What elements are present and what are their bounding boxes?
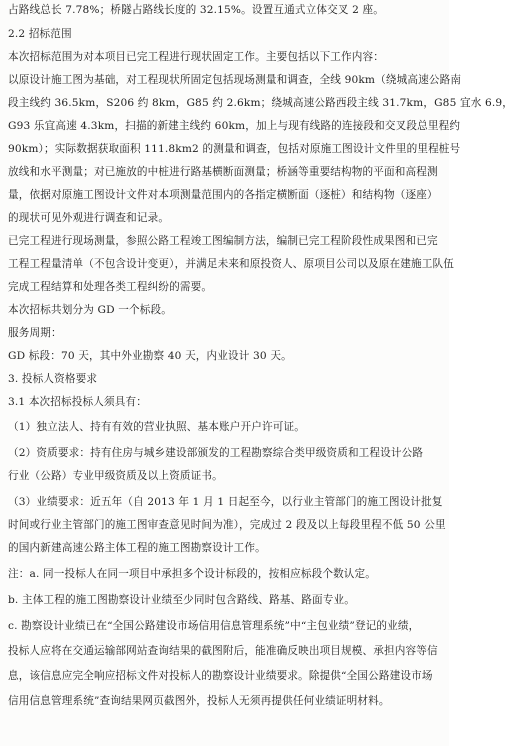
text-line: 注：a. 同一投标人在同一项目中承担多个设计标段的，按相应标段个数认定。 <box>8 568 377 580</box>
text-line: c. 勘察设计业绩已在“全国公路建设市场信用信息管理系统”中“主包业绩”登记的业绩， <box>8 620 420 632</box>
text-line: 本次招标范围为对本项目已完工程进行现状固定工作。主要包括以下工作内容： <box>8 51 385 63</box>
text-line: 已完工程进行现场测量，参照公路工程竣工图编制方法，编制已完工程阶段性成果图和已完 <box>8 235 438 247</box>
text-line: 工程工程量清单（不包含设计变更），并满足未来和原投资人、原项目公司以及原在建施工队伍 <box>8 258 454 270</box>
text-line: 息，该信息应完全响应招标文件对投标人的勘察设计业绩要求。除提供“全国公路建设市场 <box>8 670 433 682</box>
text-line: 本次招标共划分为 GD 一个标段。 <box>8 304 172 316</box>
text-line: 时间或行业主管部门的施工图审查意见时间为准），完成过 2 段及以上每段里程不低 50 公里 <box>8 519 446 531</box>
text-line: 放线和水平测量；对已施放的中桩进行路基横断面测量；桥涵等重要结构物的平面和高程测 <box>8 166 438 178</box>
text-line: 以原设计施工图为基础，对工程现状所固定包括现场测量和调查，全线 90km（绕城高速公路南 <box>8 74 462 86</box>
text-line: 量，依据对原施工图设计文件对本项测量范围内的各指定横断面（逐桩）和结构物（逐座） <box>8 189 438 201</box>
text-line: （1）独立法人、持有有效的营业执照、基本账户开户许可证。 <box>8 421 305 433</box>
text-line: b. 主体工程的施工图勘察设计业绩至少同时包含路线、路基、路面专业。 <box>8 594 356 606</box>
text-line: 信用信息管理系统”查询结果网页截图外，投标人无须再提供任何业绩证明材料。 <box>8 695 390 707</box>
text-line: GD 标段：70 天，其中外业勘察 40 天，内业设计 30 天。 <box>8 350 292 362</box>
text-line: 服务周期： <box>8 327 62 339</box>
text-line: （2）资质要求：持有住房与城乡建设部颁发的工程勘察综合类甲级资质和工程设计公路 <box>8 447 424 459</box>
text-line: 占路线总长 7.78%；桥隧占路线长度的 32.15%。设置互通式立体交叉 2 座。 <box>8 4 384 16</box>
text-line: G93 乐宜高速 4.3km，扫描的新建主线约 60km，加上与现有线路的连接段和交叉段总里程约 <box>8 120 461 132</box>
text-line: 3.1 本次招标投标人须具有： <box>8 396 147 408</box>
text-line: 的国内新建高速公路主体工程的施工图勘察设计工作。 <box>8 542 266 554</box>
text-line: （3）业绩要求：近五年（自 2013 年 1 月 1 日起至今，以行业主管部门的施工图设计批复 <box>8 496 443 508</box>
text-line: 的现状可见外观进行调查和记录。 <box>8 212 170 224</box>
text-line: 段主线约 36.5km，S206 约 8km，G85 约 2.6km；绕城高速公路西段主线 31.7km，G85 宜水 6.9， <box>8 97 513 109</box>
text-line: 90km）；实际数据获取面积 111.8km2 的测量和调查，包括对原施工图设计文件里的里程桩号 <box>8 143 461 155</box>
text-line: 完成工程结算和处理各类工程纠纷的需要。 <box>8 281 213 293</box>
text-line: 投标人应将在交通运输部网站查询结果的截图附后，能准确反映出项目规模、承担内容等信 <box>8 645 438 657</box>
section-heading: 3. 投标人资格要求 <box>8 373 98 385</box>
section-heading: 2.2 招标范围 <box>8 28 72 40</box>
text-line: 行业（公路）专业甲级资质及以上资质证书。 <box>8 470 223 482</box>
